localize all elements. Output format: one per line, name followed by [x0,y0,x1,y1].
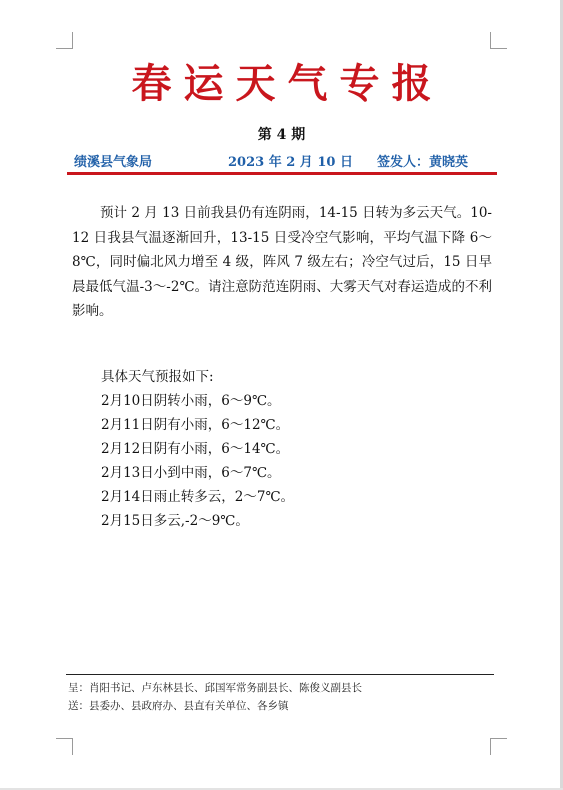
forecast-day: 2月12日阴有小雨，6～14℃。 [101,441,290,457]
footer-cc-line: 呈：肖阳书记、卢东林县长、邱国军常务副县长、陈俊义副县长 [68,682,362,694]
forecast-day: 2月10日阴转小雨，6～9℃。 [101,393,281,409]
forecast-list [101,365,294,533]
crop-mark-top-left [56,32,73,49]
forecast-day: 2月11日阴有小雨，6～12℃。 [101,417,290,433]
footer-distribution-line: 送：县委办、县政府办、县直有关单位、各乡镇 [68,700,289,712]
forecast-day: 2月13日小到中雨，6～7℃。 [101,465,281,481]
forecast-day: 2月15日多云,-2～9℃。 [101,513,249,529]
crop-mark-top-right [490,32,507,49]
document-title: 春运天气专报 [131,60,444,107]
crop-mark-bottom-right [490,738,507,755]
footer-divider [66,674,494,675]
forecast-heading: 具体天气预报如下: [101,369,214,385]
signer: 签发人：黄晓英 [377,155,469,170]
crop-mark-bottom-left [56,738,73,755]
issuing-office: 绩溪县气象局 [74,155,153,170]
summary-paragraph: 预计 2 月 13 日前我县仍有连阴雨，14-15 日转为多云天气。10-12 日我县气温逐渐回升，13-15 日受冷空气影响，平均气温下降 6～8℃，同时偏北风力增至 4 级，阵风 7 级左右；冷空气过后，15 日早晨最低气温-3～-2℃。请注意防范连阴雨、大雾天气对春运造成的不利影响。 [72,205,492,319]
forecast-day: 2月14日雨止转多云，2～7℃。 [101,489,295,505]
issue-date: 2023 年 2 月 10 日 [228,155,353,170]
header-meta-row [74,151,494,169]
issue-number: 第 4 期 [257,127,306,143]
header-divider [67,172,497,175]
